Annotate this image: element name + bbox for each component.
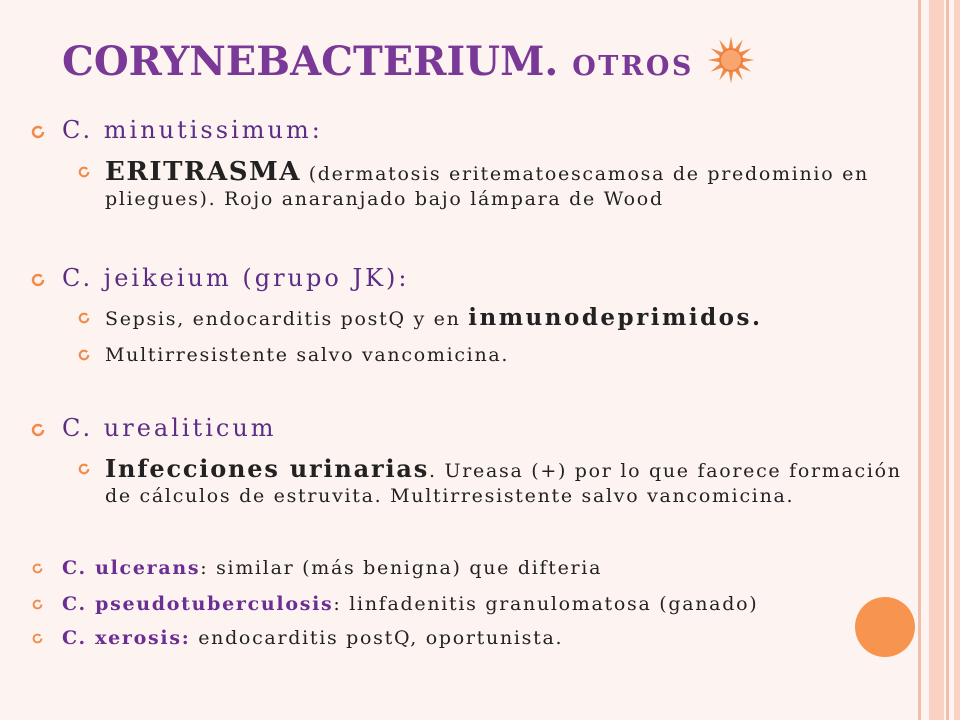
section-heading [62,263,409,293]
decor-stripe [918,0,921,720]
decor-stripe [946,0,949,720]
species-label: C. ulcerans [62,557,201,579]
orange-circle-decoration [855,597,915,657]
slide-title [62,38,694,86]
species-item [62,589,758,619]
bullet-item-continuation [105,184,664,214]
ring-bullet-icon [31,423,45,437]
body-text: Sepsis, endocarditis postQ y en [105,308,469,330]
species-item [62,623,563,653]
body-text: de cálculos de estruvita. Multirresistente salvo vancomicina. [105,485,795,507]
title-main: CORYNEBACTERIUM. [62,38,559,85]
title-suffix: OTROS [572,51,694,82]
sun-ray [729,37,734,49]
ring-bullet-icon [78,312,90,324]
body-text: . Ureasa (+) por lo que faorece formación [429,460,902,482]
body-text: Multirresistente salvo vancomicina. [105,344,510,366]
sun-ray [729,71,734,83]
bullet-item [105,303,762,333]
section-heading-text: C. minutissimum: [62,116,323,144]
species-description: endocarditis postQ, oportunista. [190,627,564,649]
species-label: C. pseudotuberculosis [62,593,334,615]
bullet-item [105,340,509,370]
emphasis-text: Infecciones urinarias [105,454,430,483]
bullet-item-continuation [105,481,794,511]
bullet-item [105,454,902,484]
body-text: (dermatosis eritematoescamosa de predominio en [300,163,869,185]
body-text: pliegues). Rojo anaranjado bajo lámpara de Wood [105,188,664,210]
ring-bullet-icon [78,349,90,361]
ring-bullet-icon [31,273,45,287]
ring-bullet-icon [78,166,90,178]
decor-stripe [954,0,960,720]
sun-core [720,49,742,71]
species-label: C. xerosis: [62,627,191,649]
ring-bullet-icon [32,633,43,644]
sun-ray [742,58,754,63]
species-item [62,553,602,583]
decor-stripe [929,0,944,720]
bullet-item [105,157,869,187]
species-description: : similar (más benigna) que difteria [200,557,603,579]
section-heading-text: C. urealiticum [62,414,277,442]
species-description: : linfadenitis granulomatosa (ganado) [333,593,759,615]
ring-bullet-icon [31,125,45,139]
ring-bullet-icon [32,599,43,610]
section-heading-text: C. jeikeium (grupo JK): [62,264,410,292]
section-heading [62,413,277,443]
ring-bullet-icon [32,563,43,574]
emphasis-text: ERITRASMA [105,157,301,187]
sun-ray [708,58,720,63]
section-heading [62,115,323,145]
sun-icon [707,36,755,84]
ring-bullet-icon [78,463,90,475]
emphasis-text: inmunodeprimidos. [468,304,763,331]
